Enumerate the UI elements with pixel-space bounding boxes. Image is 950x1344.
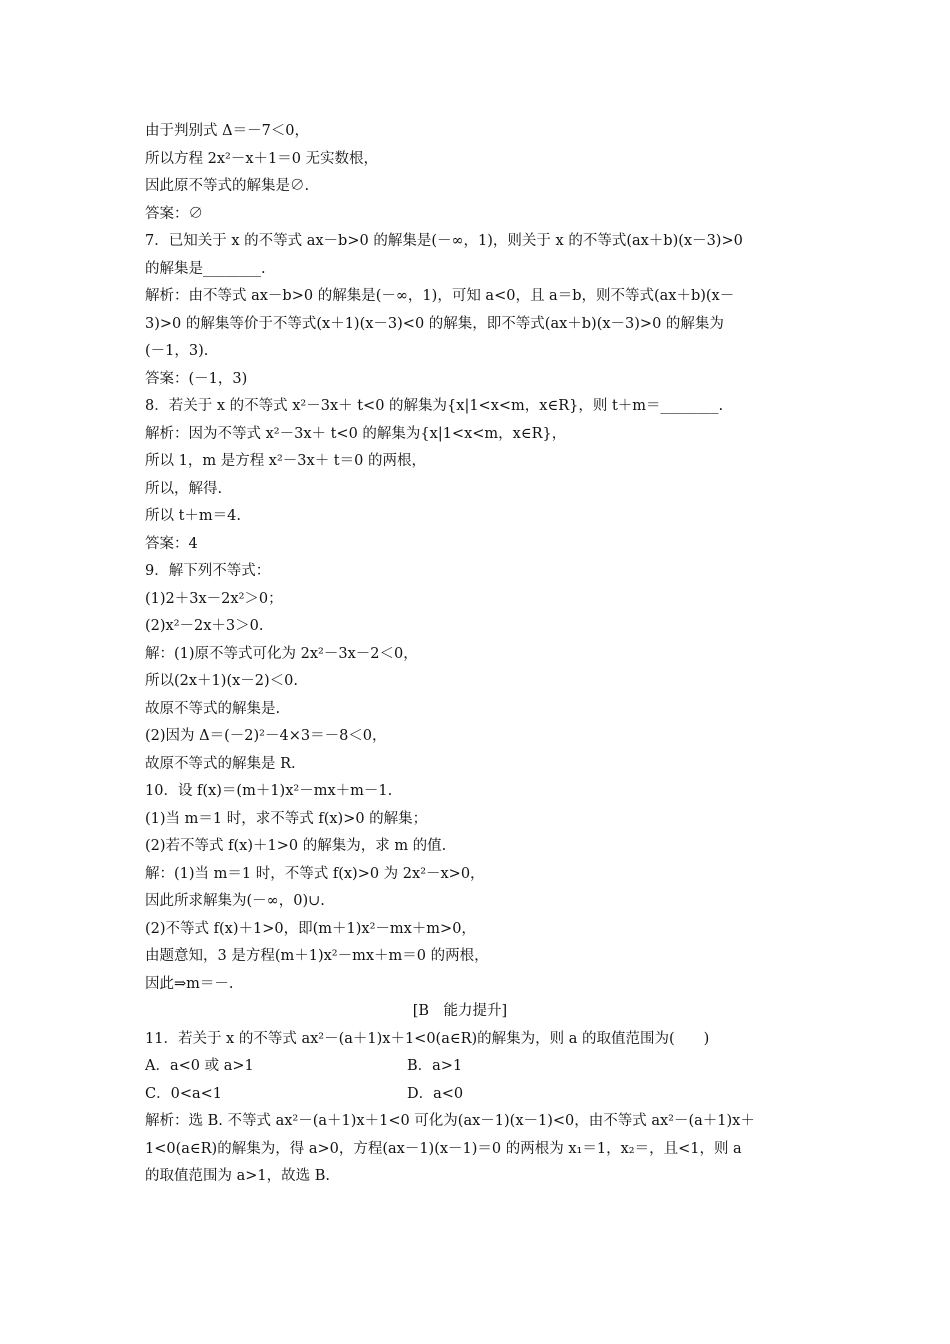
text-line: 故原不等式的解集是. [145,700,281,717]
option-c: C．0<a<1 [145,1085,222,1102]
document-page [145,118,815,1191]
question-11-stem: 11．若关于 x 的不等式 ax²－(a＋1)x＋1<0(a∈R)的解集为，则 a 的取值范围为( ) [145,1030,710,1047]
text-line: 解：(1)当 m＝1 时，不等式 f(x)>0 为 2x²－x>0， [145,865,485,882]
options-row-2 [145,1081,815,1109]
body-text [145,118,815,998]
option-b: B．a>1 [407,1058,463,1074]
text-line: 因此所求解集为(－∞，0)∪. [145,893,325,909]
text-line: 因此⇒m＝－. [145,975,234,992]
text-line: (2)因为 Δ＝(－2)²－4×3＝－8＜0， [145,728,387,744]
text-line: 7．已知关于 x 的不等式 ax－b>0 的解集是(－∞，1)，则关于 x 的不等式(ax＋b)(x－3)>0 [145,233,743,249]
section-heading: [B 能力提升] [412,1003,508,1019]
text-line: 由于判别式 Δ＝－7＜0， [145,123,310,139]
text-line: 解：(1)原不等式可化为 2x²－3x－2＜0， [145,645,418,662]
text-line: (－1，3). [145,343,209,359]
text-line: 3)>0 的解集等价于不等式(x＋1)(x－3)<0 的解集，即不等式(ax＋b)(x－3)>0 的解集为 [145,315,724,332]
analysis-line: 解析：选 B. 不等式 ax²－(a＋1)x＋1<0 可化为(ax－1)(x－1)<0，由不等式 ax²－(a＋1)x＋ [145,1113,755,1129]
text-line: 答案：∅ [145,205,203,222]
text-line: 所以 1，m 是方程 x²－3x＋ t＝0 的两根， [145,453,426,469]
text-line: 由题意知，3 是方程(m＋1)x²－mx＋m＝0 的两根， [145,948,489,964]
text-line: 所以(2x＋1)(x－2)＜0. [145,673,298,689]
analysis-line: 1<0(a∈R)的解集为，得 a>0，方程(ax－1)(x－1)＝0 的两根为 x₁＝1，x₂＝，且<1，则 a [145,1140,742,1157]
text-line: 所以方程 2x²－x＋1＝0 无实数根， [145,150,379,167]
text-line: 解析：因为不等式 x²－3x＋ t<0 的解集为{x|1<x<m，x∈R}， [145,425,567,442]
text-line: 所以，解得. [145,480,223,497]
text-line: 答案：4 [145,535,198,552]
text-line: (1)当 m＝1 时，求不等式 f(x)>0 的解集； [145,810,428,827]
text-line: 10．设 f(x)＝(m＋1)x²－mx＋m－1. [145,783,393,799]
text-line: 的解集是________. [145,260,266,277]
text-line: 9．解下列不等式： [145,563,271,579]
text-line: (2)若不等式 f(x)＋1>0 的解集为，求 m 的值. [145,838,447,854]
text-line: 答案：(－1，3) [145,370,248,387]
text-line: 8．若关于 x 的不等式 x²－3x＋ t<0 的解集为{x|1<x<m，x∈R}，则 t＋m＝________. [145,398,724,414]
text-line: (2)不等式 f(x)＋1>0，即(m＋1)x²－mx＋m>0， [145,920,476,937]
text-line: (1)2＋3x－2x²＞0； [145,590,283,607]
text-line: 解析：由不等式 ax－b>0 的解集是(－∞，1)，可知 a<0，且 a＝b，则不等式(ax＋b)(x－ [145,288,735,304]
text-line: (2)x²－2x＋3＞0. [145,618,264,634]
text-line: 故原不等式的解集是 R. [145,755,296,772]
option-a: A．a<0 或 a>1 [145,1058,254,1074]
options-row-1 [145,1053,815,1081]
text-line: 所以 t＋m＝4. [145,508,242,524]
option-d: D．a<0 [407,1085,464,1102]
text-line: 因此原不等式的解集是∅. [145,178,310,194]
analysis-line: 的取值范围为 a>1，故选 B. [145,1168,331,1184]
